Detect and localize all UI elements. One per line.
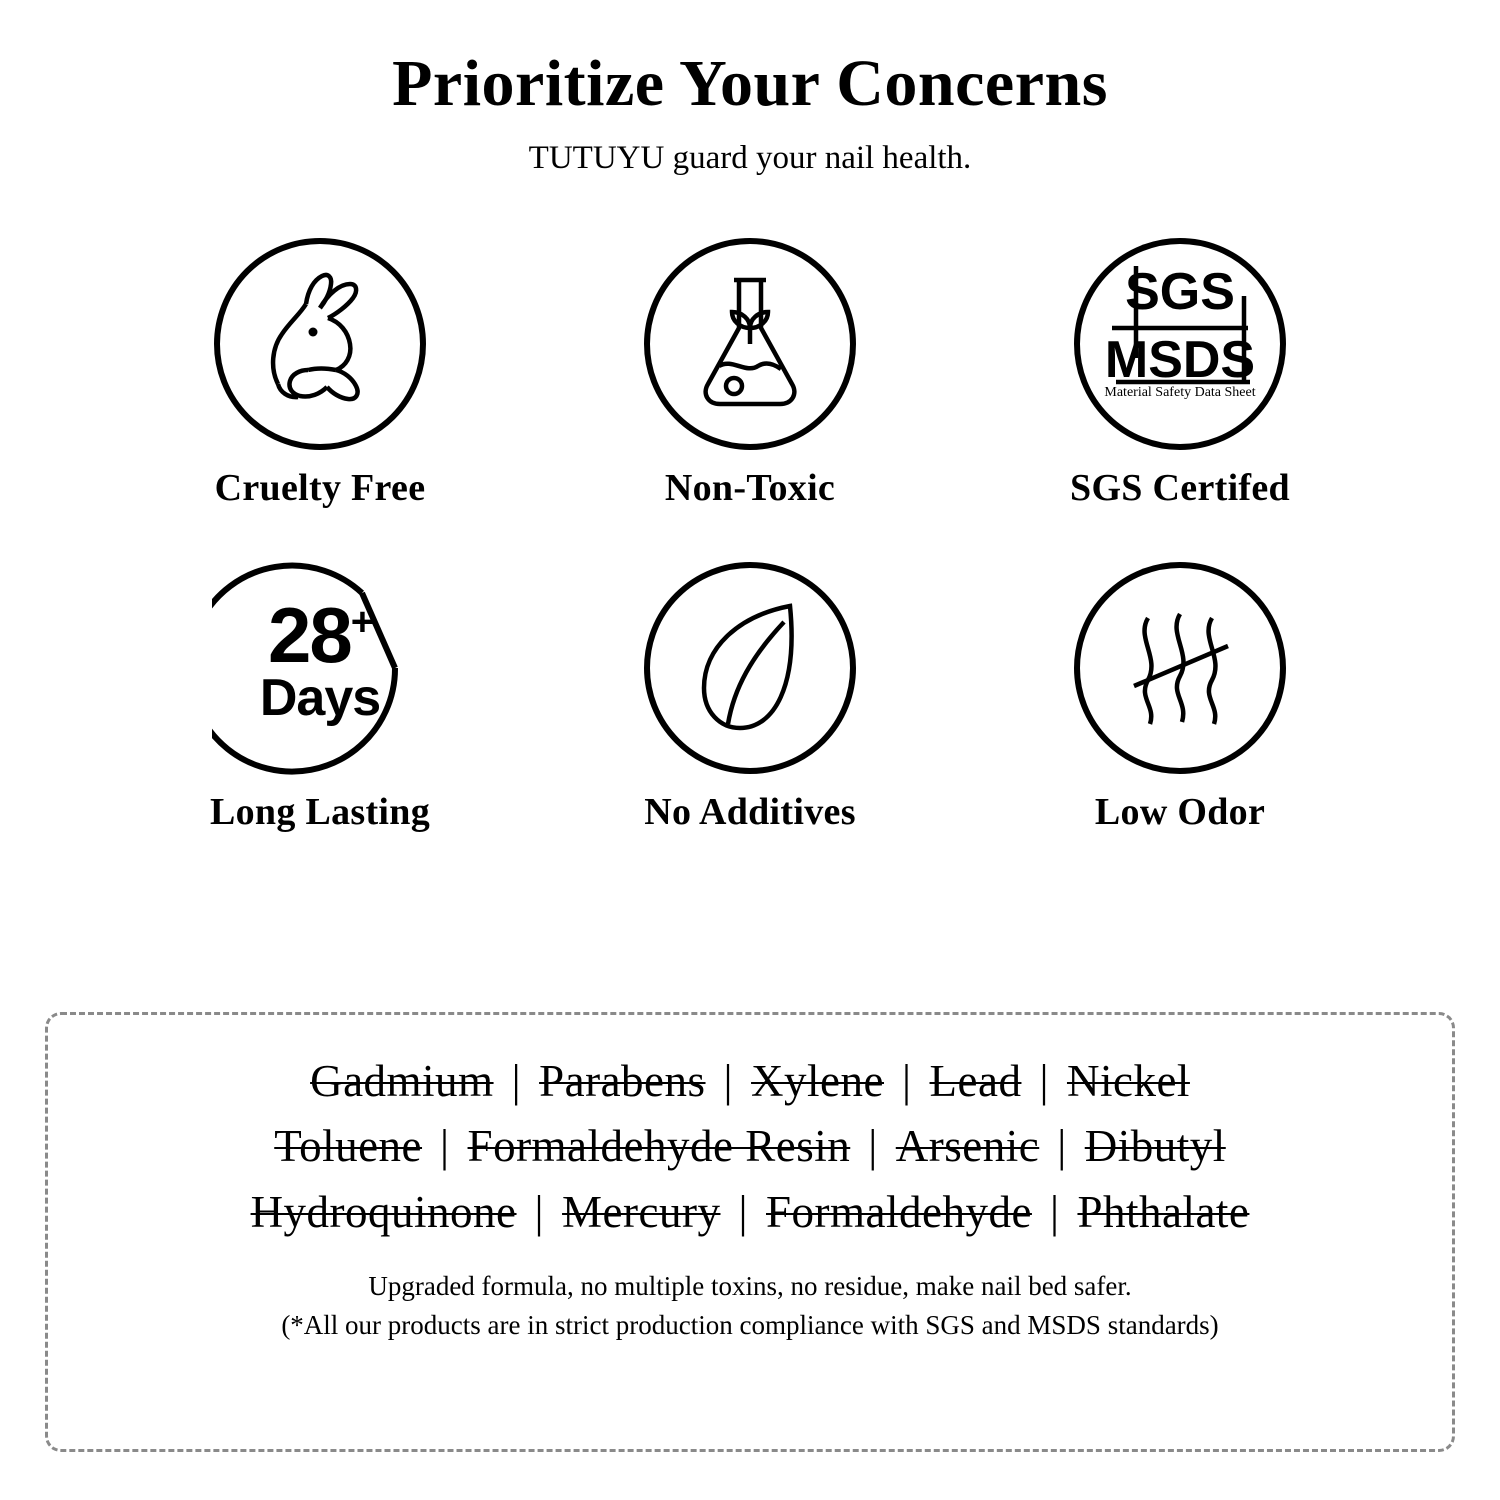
separator: | — [1049, 1186, 1060, 1237]
feature-long-lasting — [105, 560, 535, 834]
footnote-line: Upgraded formula, no multiple toxins, no residue, make nail bed safer. — [368, 1270, 1132, 1301]
sgs-badge-top: SGS — [1125, 263, 1235, 322]
page-title: Prioritize Your Concerns — [392, 47, 1108, 120]
chemical-item: Toluene — [274, 1121, 423, 1172]
separator: | — [1039, 1056, 1049, 1106]
chemical-line — [78, 1114, 1422, 1179]
free-from-box — [45, 1012, 1455, 1452]
leaf-icon — [642, 560, 858, 776]
chemical-item: Hydroquinone — [250, 1186, 517, 1237]
sgs-badge-sub: Material Safety Data Sheet — [1104, 385, 1256, 401]
feature-no-additives — [535, 560, 965, 834]
sgs-msds-icon — [1072, 236, 1288, 452]
chemical-line — [78, 1180, 1422, 1245]
feature-label: Cruelty Free — [214, 467, 426, 510]
chemical-item: Dibutyl — [1084, 1121, 1226, 1172]
separator: | — [511, 1056, 522, 1106]
feature-low-odor — [965, 560, 1395, 834]
page-subtitle: TUTUYU guard your nail health. — [528, 139, 972, 176]
chemical-item: Parabens — [539, 1056, 706, 1106]
feature-label: Low Odor — [1094, 791, 1266, 834]
chemical-item: Formaldehyde — [766, 1186, 1032, 1237]
feature-non-toxic — [535, 236, 965, 510]
feature-label: Long Lasting — [209, 791, 431, 834]
separator: | — [868, 1121, 878, 1172]
separator: | — [1057, 1121, 1067, 1172]
separator: | — [534, 1186, 545, 1237]
feature-label: Non-Toxic — [664, 467, 836, 510]
28-days-icon — [212, 560, 428, 776]
chemical-item: Gadmium — [310, 1056, 494, 1106]
days-number: 28+ — [267, 591, 373, 680]
chemical-item: Nickel — [1066, 1056, 1190, 1106]
chemical-item: Lead — [929, 1056, 1022, 1106]
separator: | — [723, 1056, 734, 1106]
separator: | — [440, 1121, 450, 1172]
chemical-line — [78, 1049, 1422, 1114]
chemical-list — [78, 1049, 1422, 1245]
feature-grid — [105, 236, 1395, 834]
chemical-item: Arsenic — [895, 1121, 1040, 1172]
feature-cruelty-free — [105, 236, 535, 510]
low-odor-icon — [1072, 560, 1288, 776]
chemical-item: Mercury — [562, 1186, 721, 1237]
rabbit-icon — [212, 236, 428, 452]
separator: | — [738, 1186, 748, 1237]
chemical-item: Formaldehyde Resin — [467, 1121, 851, 1172]
footnote-line: (*All our products are in strict production compliance with SGS and MSDS standards) — [281, 1309, 1219, 1340]
footnotes — [78, 1267, 1422, 1345]
days-word: Days — [259, 669, 381, 728]
header — [0, 0, 1500, 178]
flask-leaf-icon — [642, 236, 858, 452]
sgs-badge-bottom: MSDS — [1104, 331, 1256, 390]
chemical-item: Xylene — [751, 1056, 884, 1106]
separator: | — [902, 1056, 912, 1106]
chemical-item: Phthalate — [1077, 1186, 1250, 1237]
feature-label: No Additives — [644, 791, 856, 834]
feature-label: SGS Certifed — [1070, 467, 1290, 510]
feature-sgs-certified — [965, 236, 1395, 510]
